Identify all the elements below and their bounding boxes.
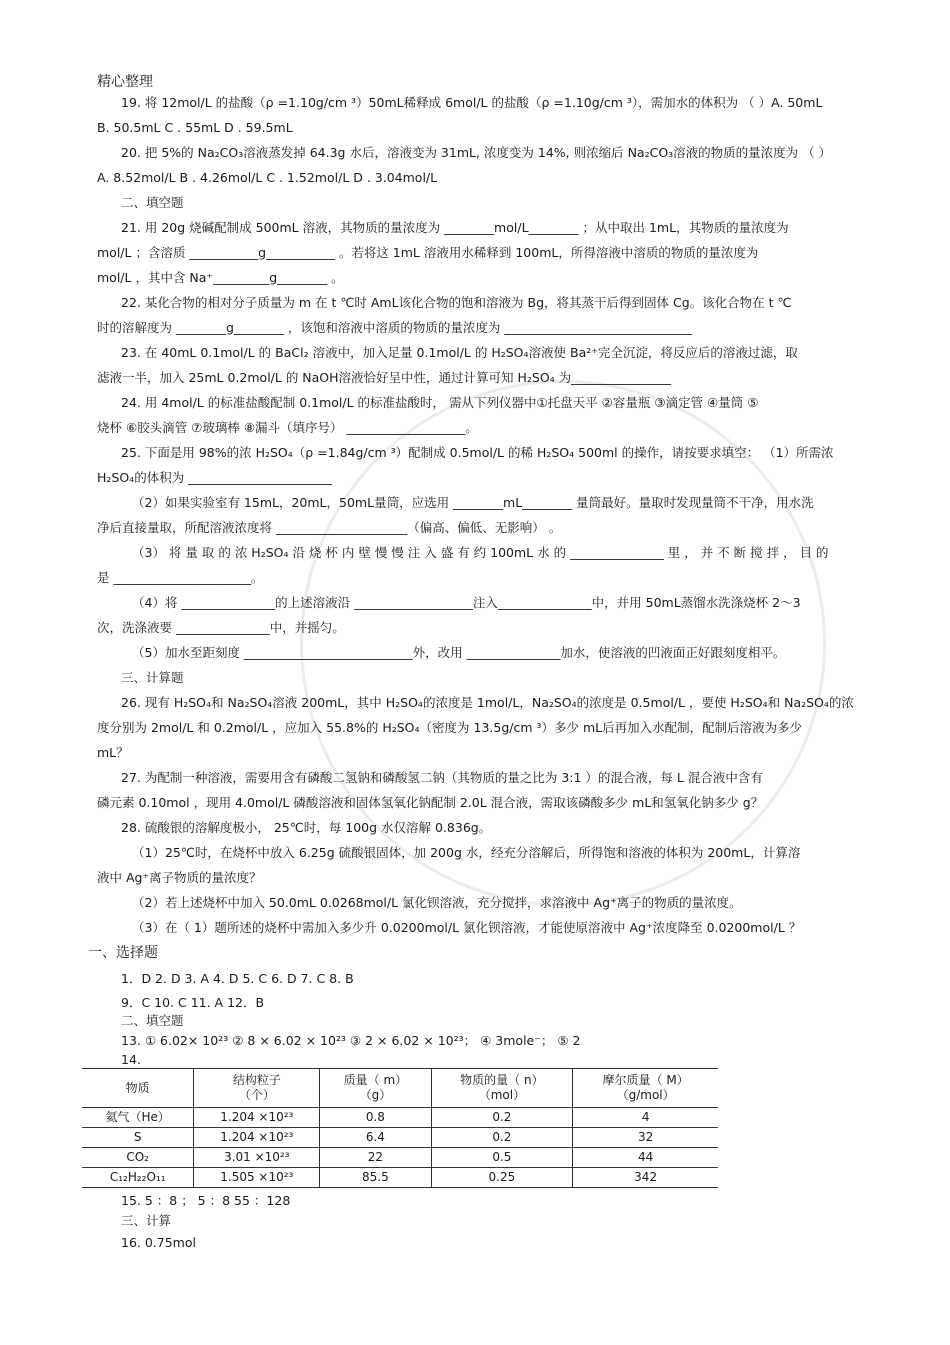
table-cell: 1.204 ×10²³ [194,1108,320,1128]
section-title: 三、计算题 [121,670,184,685]
table-cell: 0.2 [431,1108,573,1128]
section-title: 二、填空题 [121,195,184,210]
text-line: （3） 将 量 取 的 浓 H₂SO₄ 沿 烧 杯 内 壁 慢 慢 注 入 盛 有 约 100mL 水 的 _______________ 里 ， 并 不 断 搅 拌 ， 目 的 [132,545,829,560]
text-line: 是 ______________________。 [97,570,264,585]
text-line: 22. 某化合物的相对分子质量为 m 在 t ℃时 AmL该化合物的饱和溶液为 Bg，将其蒸干后得到固体 Cg。该化合物在 t ℃ [121,295,792,310]
text-line: 21. 用 20g 烧碱配制成 500mL 溶液，其物质的量浓度为 ________mol/L________ ；从中取出 1mL，其物质的量浓度为 [121,220,789,235]
text-line: 28. 硫酸银的溶解度极小， 25℃时，每 100g 水仅溶解 0.836g。 [121,820,492,835]
text-line: B. 50.5mL C . 55mL D . 59.5mL [97,120,293,135]
table-row [82,1108,718,1128]
text-line: A. 8.52mol/L B . 4.26mol/L C . 1.52mol/L D . 3.04mol/L [97,170,438,185]
answer-row: 14. [121,1052,141,1067]
answer-row: 16. 0.75mol [121,1235,196,1250]
text-line: 27. 为配制一种溶液，需要用含有磷酸二氢钠和磷酸氢二钠（其物质的量之比为 3:1 ）的混合液，每 L 混合液中含有 [121,770,763,785]
table-cell: 4 [573,1108,718,1128]
text-line: 液中 Ag⁺离子物质的量浓度？ [97,870,262,885]
text-line: 烧杯 ⑥胶头滴管 ⑦玻璃棒 ⑧漏斗（填序号） ___________________。 [97,420,478,435]
answer-row: 9．C 10. C 11. A 12．B [121,995,265,1010]
table-cell: 0.25 [431,1168,573,1188]
table-row [82,1168,718,1188]
answer-row: 15. 5 ：8 ； 5 ：8 55 ：128 [121,1193,291,1208]
text-line: 磷元素 0.10mol ，现用 4.0mol/L 磷酸溶液和固体氢氧化钠配制 2.0L 混合液，需取该磷酸多少 mL和氢氧化钠多少 g？ [97,795,764,810]
answers-section-title: 二、填空题 [121,1013,184,1028]
table-cell: 0.8 [320,1108,431,1128]
table-cell: 342 [573,1168,718,1188]
table-cell: 22 [320,1148,431,1168]
text-line: mol/L ；含溶质 ___________g___________ 。若将这 1mL 溶液用水稀释到 100mL，所得溶液中溶质的物质的量浓度为 [97,245,759,260]
text-line: （4）将 _______________的上述溶液沿 ___________________注入_______________中，并用 50mL蒸馏水洗涤烧杯 2～3 [132,595,801,610]
text-line: 度分别为 2mol/L 和 0.2mol/L ，应加入 55.8%的 H₂SO₄（密度为 13.5g/cm ³）多少 mL后再加入水配制，配制后溶液为多少 [97,720,803,735]
table-cell: 氦气（He） [82,1108,194,1128]
table-header: 质量（ m） （g） [320,1069,431,1108]
text-line: （2）如果实验室有 15mL，20mL，50mL量筒，应选用 ________mL________ 量筒最好。量取时发现量筒不干净，用水洗 [132,495,814,510]
table-cell: 6.4 [320,1128,431,1148]
table-cell: C₁₂H₂₂O₁₁ [82,1168,194,1188]
text-line: 滤液一半，加入 25mL 0.2mol/L 的 NaOH溶液恰好呈中性，通过计算可知 H₂SO₄ 为________________ [97,370,672,385]
text-line: 20. 把 5%的 Na₂CO₃溶液蒸发掉 64.3g 水后，溶液变为 31mL, 浓度变为 14%, 则浓缩后 Na₂CO₃溶液的物质的量浓度为 （ ） [121,145,832,160]
table-header: 物质 [82,1069,194,1108]
table-cell: 3.01 ×10²³ [194,1148,320,1168]
table-cell: 32 [573,1128,718,1148]
table-row [82,1128,718,1148]
table-cell: 85.5 [320,1168,431,1188]
table-cell: 0.2 [431,1128,573,1148]
text-line: （2）若上述烧杯中加入 50.0mL 0.0268mol/L 氯化钡溶液，充分搅拌，求溶液中 Ag⁺离子的物质的量浓度。 [132,895,742,910]
text-line: 25. 下面是用 98%的浓 H₂SO₄（ρ =1.84g/cm ³）配制成 0.5mol/L 的稀 H₂SO₄ 500ml 的操作，请按要求填空： （1）所需浓 [121,445,834,460]
table-row [82,1148,718,1168]
text-line: 时的溶解度为 ________g________ ，该饱和溶液中溶质的物质的量浓度为 ______________________________ [97,320,692,335]
table-header: 摩尔质量（ M） （g/mol） [573,1069,718,1108]
answer-table [82,1068,718,1188]
text-line: 19. 将 12mol/L 的盐酸（ρ =1.10g/cm ³）50mL稀释成 6mol/L 的盐酸（ρ =1.10g/cm ³），需加水的体积为 （ ）A. 50mL [121,95,823,110]
answer-row: 1．D 2. D 3. A 4. D 5. C 6. D 7. C 8. B [121,971,354,986]
text-line: mol/L ，其中含 Na⁺_________g________ 。 [97,270,344,285]
text-line: 24. 用 4mol/L 的标准盐酸配制 0.1mol/L 的标准盐酸时， 需从下列仪器中①托盘天平 ②容量瓶 ③滴定管 ④量筒 ⑤ [121,395,759,410]
text-line: 23. 在 40mL 0.1mol/L 的 BaCl₂ 溶液中，加入足量 0.1mol/L 的 H₂SO₄溶液使 Ba²⁺完全沉淀，将反应后的溶液过滤，取 [121,345,798,360]
table-cell: S [82,1128,194,1148]
table-cell: 1.204 ×10²³ [194,1128,320,1148]
text-line: mL？ [97,745,129,760]
answers-section-title: 一、选择题 [88,945,158,961]
text-line: （3）在（ 1）题所述的烧杯中需加入多少升 0.0200mol/L 氯化钡溶液，才能使原溶液中 Ag⁺浓度降至 0.0200mol/L ？ [132,920,802,935]
table-cell: 44 [573,1148,718,1168]
table-header: 物质的量（ n） （mol） [431,1069,573,1108]
text-line: H₂SO₄的体积为 _______________________ [97,470,332,485]
table-cell: 1.505 ×10²³ [194,1168,320,1188]
page-header: 精心整理 [97,74,153,90]
text-line: 26. 现有 H₂SO₄和 Na₂SO₄溶液 200mL，其中 H₂SO₄的浓度是 1mol/L，Na₂SO₄的浓度是 0.5mol/L ，要使 H₂SO₄和 Na₂SO₄的浓 [121,695,854,710]
table-cell: CO₂ [82,1148,194,1168]
text-line: 次，洗涤液要 _______________中，并摇匀。 [97,620,345,635]
table-cell: 0.5 [431,1148,573,1168]
text-line: （5）加水至距刻度 ___________________________外，改用 _______________加水，使溶液的凹液面正好跟刻度相平。 [132,645,786,660]
text-line: 净后直接量取，所配溶液浓度将 _____________________（偏高、偏低、无影响） 。 [97,520,562,535]
answers-section-title: 三、计算 [121,1213,172,1228]
table-header: 结构粒子 （个） [194,1069,320,1108]
answer-row: 13. ① 6.02× 10²³ ② 8 × 6.02 × 10²³ ③ 2 × 6.02 × 10²³； ④ 3mole⁻； ⑤ 2 [121,1033,581,1048]
text-line: （1）25℃时，在烧杯中放入 6.25g 硫酸银固体，加 200g 水，经充分溶解后，所得饱和溶液的体积为 200mL，计算溶 [132,845,801,860]
